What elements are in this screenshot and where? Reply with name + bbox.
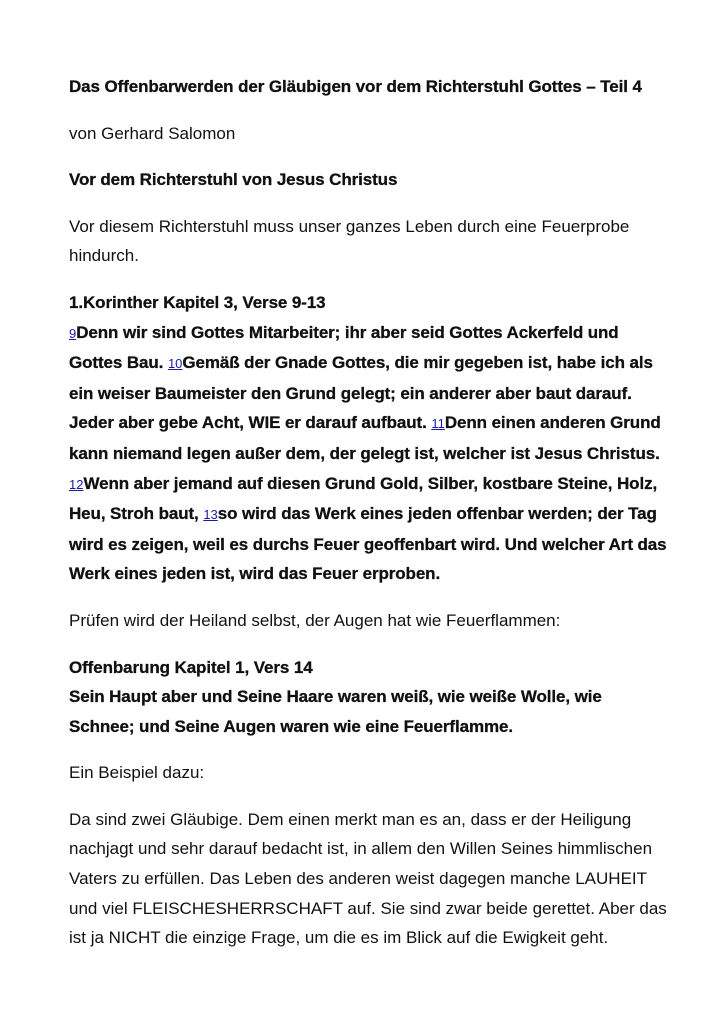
verse-text: Denn wir sind Gottes Mitarbeiter; ihr aber seid Gottes Ackerfeld und Gottes Bau. (69, 322, 619, 373)
body-paragraph: Prüfen wird der Heiland selbst, der Augen hat wie Feuerflammen: (69, 610, 561, 630)
author-line: von Gerhard Salomon (69, 123, 236, 143)
body-paragraph: Da sind zwei Gläubige. Dem einen merkt man es an, dass er der Heiligung nachjagt und sehr darauf bedacht ist, in allem den Willen Seines himmlischen Vaters zu erfüllen. Das Leben des anderen weist dagegen manche LAUHEIT und viel FLEISCHESHERRSCHAFT auf. Sie sind zwar beide gerettet. Aber das ist ja NICHT die einzige Frage, um die es im Blick auf die Ewigkeit geht. (69, 809, 667, 948)
intro-paragraph: Vor diesem Richterstuhl muss unser ganzes Leben durch eine Feuerprobe hindurch. (69, 216, 630, 266)
body-paragraph: Ein Beispiel dazu: (69, 763, 205, 783)
verse-number-link[interactable]: 10 (167, 356, 183, 372)
verse-text: so wird das Werk eines jeden offenbar werden; der Tag wird es zeigen, weil es durchs Feuer geoffenbart wird. Und welcher Art das Werk eines jeden ist, wird das Feuer erproben. (69, 504, 667, 584)
verse-text: Gemäß der Gnade Gottes, die mir gegeben ist, habe ich als ein weiser Baumeister den Grund gelegt; ein anderer aber baut darauf. Jeder aber gebe Acht, WIE er darauf aufbaut. (69, 353, 653, 433)
scripture-text (69, 318, 669, 589)
verse-number-link[interactable]: 11 (431, 416, 445, 432)
document-page (69, 72, 669, 953)
verse-text: Denn einen anderen Grund kann niemand legen außer dem, der gelegt ist, welcher ist Jesus Christus. (69, 413, 661, 463)
scripture-reference: 1.Korinther Kapitel 3, Verse 9-13 (69, 292, 326, 312)
scripture-passage-corinthians (69, 288, 669, 589)
scripture-reference: Offenbarung Kapitel 1, Vers 14 (69, 657, 313, 677)
scripture-text: Sein Haupt aber und Seine Haare waren weiß, wie weiße Wolle, wie Schnee; und Seine Augen waren wie eine Feuerflamme. (69, 687, 602, 736)
verse-number-link[interactable]: 13 (203, 507, 218, 523)
verse-number-link[interactable]: 12 (69, 476, 84, 492)
scripture-passage-revelation (69, 653, 669, 742)
verse-number-link[interactable]: 9 (69, 325, 77, 341)
document-title: Das Offenbarwerden der Gläubigen vor dem Richterstuhl Gottes – Teil 4 (69, 77, 642, 96)
section-heading: Vor dem Richterstuhl von Jesus Christus (69, 170, 398, 190)
verse-text: Wenn aber jemand auf diesen Grund Gold, Silber, kostbare Steine, Holz, Heu, Stroh baut, (69, 473, 658, 524)
